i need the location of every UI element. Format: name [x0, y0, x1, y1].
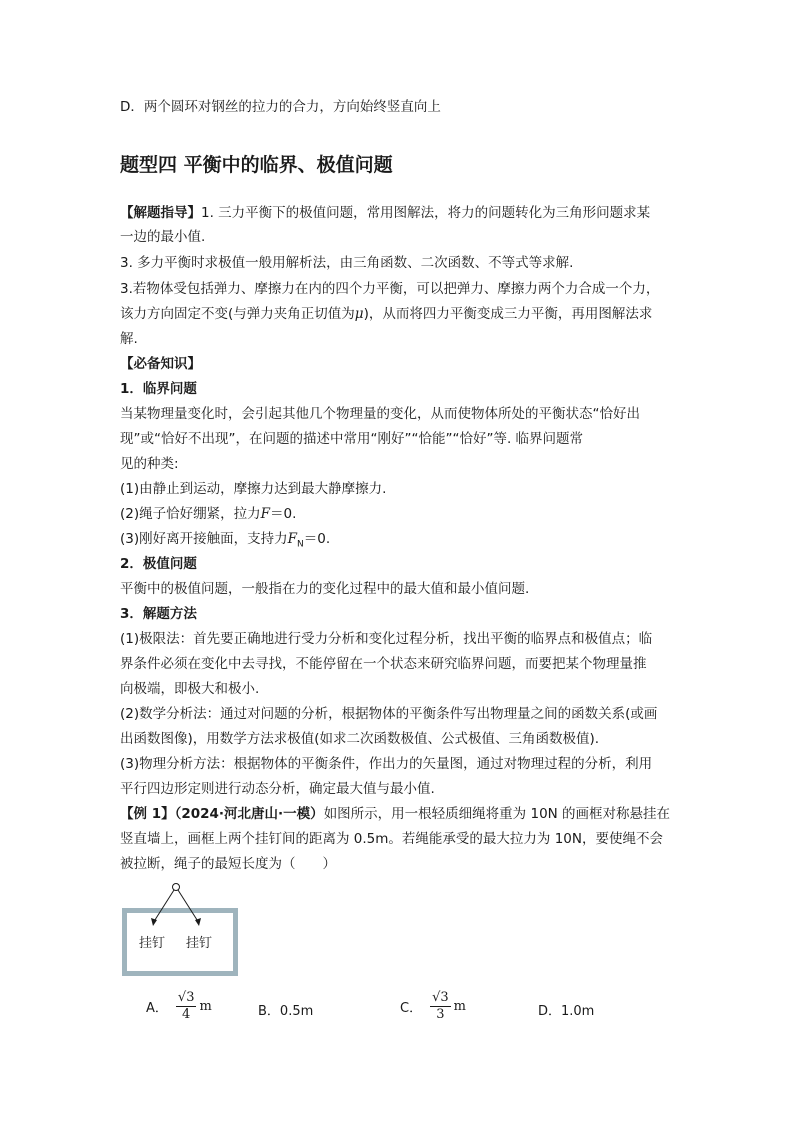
option-c	[400, 990, 466, 1023]
option-a-denominator: 4	[182, 1007, 191, 1022]
critical-case-3	[120, 530, 690, 554]
arrow-left	[151, 918, 157, 926]
critical-text-a: 当某物理量变化时，会引起其他几个物理量的变化，从而使物体所处的平衡状态“恰好出	[120, 406, 640, 422]
guide-text-3b-post: )，从而将四力平衡变成三力平衡，再用图解法求	[363, 306, 653, 322]
section-title: 题型四 平衡中的临界、极值问题	[120, 154, 393, 176]
option-a-numerator: √3	[177, 990, 195, 1005]
case-3-post: ＝0.	[303, 531, 331, 547]
force-fn-sub: N	[297, 539, 304, 550]
guide-text-2: 3. 多力平衡时求极值一般用解析法，由三角函数、二次函数、不等式等求解.	[120, 255, 574, 271]
mu-symbol: μ	[354, 306, 364, 322]
option-c-label: C．	[400, 1001, 423, 1016]
hook-ring	[173, 884, 180, 891]
option-c-fraction	[430, 990, 451, 1023]
example-label: 【例 1】	[120, 806, 175, 822]
knowledge-label: 【必备知识】	[120, 356, 201, 372]
guide-text-1a: 1. 三力平衡下的极值问题，常用图解法，将力的问题转化为三角形问题求某	[201, 205, 651, 221]
option-c-denominator: 3	[436, 1007, 445, 1022]
guide-text-3b	[120, 305, 690, 323]
guide-text-3b-pre: 该力方向固定不变(与弹力夹角正切值为	[120, 306, 355, 322]
example-source: （2024·河北唐山·一模）	[174, 806, 324, 822]
rope-right	[178, 890, 199, 923]
force-f: F	[260, 506, 270, 522]
option-d-previous: D．两个圆环对钢丝的拉力的合力，方向始终竖直向上	[120, 99, 441, 115]
rope-left	[153, 890, 174, 923]
guide-paragraph-1	[120, 204, 690, 222]
option-a-unit: m	[199, 999, 212, 1014]
case-3-pre: (3)刚好离开接触面，支持力	[120, 531, 288, 547]
nail-label-right: 挂钉	[186, 936, 213, 951]
heading-methods: 3．解题方法	[120, 606, 197, 622]
guide-text-3c: 解.	[120, 331, 138, 347]
example-question-c: 被拉断，绳子的最短长度为（ ）	[120, 856, 336, 872]
guide-label: 【解题指导】	[120, 205, 201, 221]
method-3a: (3)物理分析方法：根据物体的平衡条件，作出力的矢量图，通过对物理过程的分析，利用	[120, 756, 653, 772]
method-1b: 界条件必须在变化中去寻找，不能停留在一个状态来研究临界问题，而要把某个物理量推	[120, 656, 647, 672]
method-1c: 向极端，即极大和极小.	[120, 681, 260, 697]
method-3b: 平行四边形定则进行动态分析，确定最大值与最小值.	[120, 781, 435, 797]
rope-diagram	[140, 880, 220, 940]
option-a-fraction	[176, 990, 197, 1023]
option-c-numerator: √3	[432, 990, 449, 1005]
option-a-label: A．	[146, 1001, 168, 1016]
critical-case-1: (1)由静止到运动，摩擦力达到最大静摩擦力.	[120, 481, 387, 497]
example-text-a: 如图所示，用一根轻质细绳将重为 10N 的画框对称悬挂在	[323, 806, 671, 822]
critical-case-2	[120, 505, 690, 523]
force-fn: F	[287, 531, 297, 547]
option-c-unit: m	[453, 999, 466, 1014]
option-b: B．0.5m	[258, 1004, 314, 1019]
method-2b: 出函数图像)，用数学方法求极值(如求二次函数极值、公式极值、三角函数极值).	[120, 731, 600, 747]
nail-label-left: 挂钉	[139, 936, 166, 951]
example-question-a	[120, 805, 690, 823]
extreme-text: 平衡中的极值问题，一般指在力的变化过程中的最大值和最小值问题.	[120, 581, 530, 597]
arrow-right	[195, 918, 201, 926]
critical-text-c: 见的种类:	[120, 456, 179, 472]
option-d: D．1.0m	[538, 1004, 595, 1019]
option-a	[146, 990, 212, 1023]
method-2a: (2)数学分析法：通过对问题的分析，根据物体的平衡条件写出物理量之间的函数关系(或画	[120, 706, 658, 722]
heading-critical: 1．临界问题	[120, 381, 197, 397]
guide-text-3a: 3.若物体受包括弹力、摩擦力在内的四个力平衡，可以把弹力、摩擦力两个力合成一个力，	[120, 281, 660, 297]
guide-text-1b: 一边的最小值.	[120, 229, 206, 245]
method-1a: (1)极限法：首先要正确地进行受力分析和变化过程分析，找出平衡的临界点和极值点；临	[120, 631, 653, 647]
case-2-pre: (2)绳子恰好绷紧，拉力	[120, 506, 261, 522]
heading-extreme: 2．极值问题	[120, 556, 197, 572]
critical-text-b: 现”或“恰好不出现”，在问题的描述中常用“刚好”“恰能”“恰好”等. 临界问题常	[120, 431, 584, 447]
example-question-b: 竖直墙上，画框上两个挂钉间的距离为 0.5m。若绳能承受的最大拉力为 10N，要使绳不会	[120, 831, 663, 847]
case-2-post: ＝0.	[270, 506, 297, 522]
